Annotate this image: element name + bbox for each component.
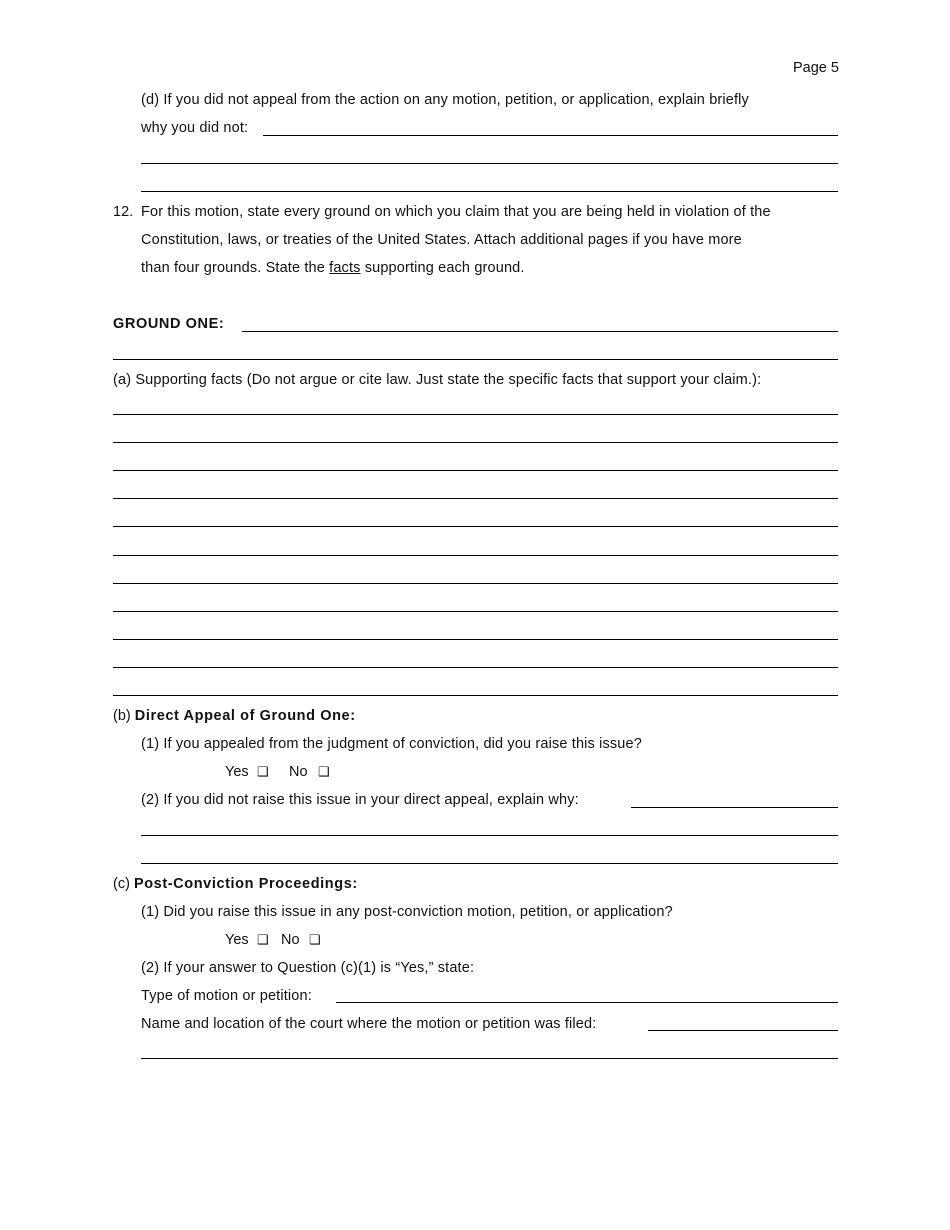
direct-appeal-yes-checkbox[interactable]: ❑ xyxy=(257,764,269,779)
ground-one-line-2[interactable] xyxy=(113,359,838,360)
facts-line-4[interactable] xyxy=(113,498,838,499)
post-conviction-yes-label: Yes xyxy=(225,932,249,948)
q12-line2: Constitution, laws, or treaties of the United States. Attach additional pages if you have more xyxy=(141,232,742,248)
facts-line-10[interactable] xyxy=(113,667,838,668)
court-name-line-2[interactable] xyxy=(141,1058,838,1059)
q11d-answer-line-3[interactable] xyxy=(141,191,838,192)
facts-line-1[interactable] xyxy=(113,414,838,415)
post-conviction-yes-checkbox[interactable]: ❑ xyxy=(257,932,269,947)
facts-line-7[interactable] xyxy=(113,583,838,584)
ground-one-line-1[interactable] xyxy=(242,331,838,332)
q12-number: 12. xyxy=(113,204,134,220)
q12-line3 xyxy=(141,259,525,277)
post-conviction-q1: (1) Did you raise this issue in any post-conviction motion, petition, or application? xyxy=(141,904,673,920)
ground-one-label: GROUND ONE: xyxy=(113,316,225,332)
facts-line-9[interactable] xyxy=(113,639,838,640)
q12-line3-post: supporting each ground. xyxy=(360,260,525,276)
page-number: Page 5 xyxy=(793,60,839,76)
direct-appeal-q1: (1) If you appealed from the judgment of conviction, did you raise this issue? xyxy=(141,736,642,752)
q12-facts-underlined: facts xyxy=(329,260,361,276)
facts-line-8[interactable] xyxy=(113,611,838,612)
facts-line-2[interactable] xyxy=(113,442,838,443)
direct-appeal-no-label: No xyxy=(289,764,308,780)
direct-appeal-heading xyxy=(113,707,356,725)
direct-appeal-answer-line-2[interactable] xyxy=(141,835,838,836)
facts-line-5[interactable] xyxy=(113,526,838,527)
court-name-label: Name and location of the court where the motion or petition was filed: xyxy=(141,1016,597,1032)
q12-line1: For this motion, state every ground on which you claim that you are being held in violation of the xyxy=(141,204,771,220)
motion-type-line[interactable] xyxy=(336,1002,838,1003)
facts-line-11[interactable] xyxy=(113,695,838,696)
direct-appeal-answer-line-1[interactable] xyxy=(631,807,838,808)
q11d-line2: why you did not: xyxy=(141,120,249,136)
post-conviction-q2: (2) If your answer to Question (c)(1) is “Yes,” state: xyxy=(141,960,475,976)
q11d-answer-line-1[interactable] xyxy=(263,135,838,136)
direct-appeal-title: Direct Appeal of Ground One: xyxy=(134,708,356,724)
post-conviction-heading xyxy=(113,875,358,893)
post-conviction-no-label: No xyxy=(281,932,300,948)
direct-appeal-q2: (2) If you did not raise this issue in your direct appeal, explain why: xyxy=(141,792,579,808)
supporting-facts-label: (a) Supporting facts (Do not argue or cite law. Just state the specific facts that support your claim.): xyxy=(113,372,762,388)
q11d-answer-line-2[interactable] xyxy=(141,163,838,164)
direct-appeal-answer-line-3[interactable] xyxy=(141,863,838,864)
facts-line-6[interactable] xyxy=(113,555,838,556)
direct-appeal-yes-label: Yes xyxy=(225,764,249,780)
court-name-line-1[interactable] xyxy=(648,1030,838,1031)
q12-line3-pre: than four grounds. State the xyxy=(141,260,330,276)
post-conviction-prefix: (c) xyxy=(113,876,134,892)
facts-line-3[interactable] xyxy=(113,470,838,471)
post-conviction-no-checkbox[interactable]: ❑ xyxy=(309,932,321,947)
direct-appeal-no-checkbox[interactable]: ❑ xyxy=(318,764,330,779)
post-conviction-title: Post-Conviction Proceedings: xyxy=(133,876,358,892)
motion-type-label: Type of motion or petition: xyxy=(141,988,312,1004)
direct-appeal-prefix: (b) xyxy=(113,708,135,724)
q11d-line1: (d) If you did not appeal from the action on any motion, petition, or application, explain briefly xyxy=(141,92,749,108)
